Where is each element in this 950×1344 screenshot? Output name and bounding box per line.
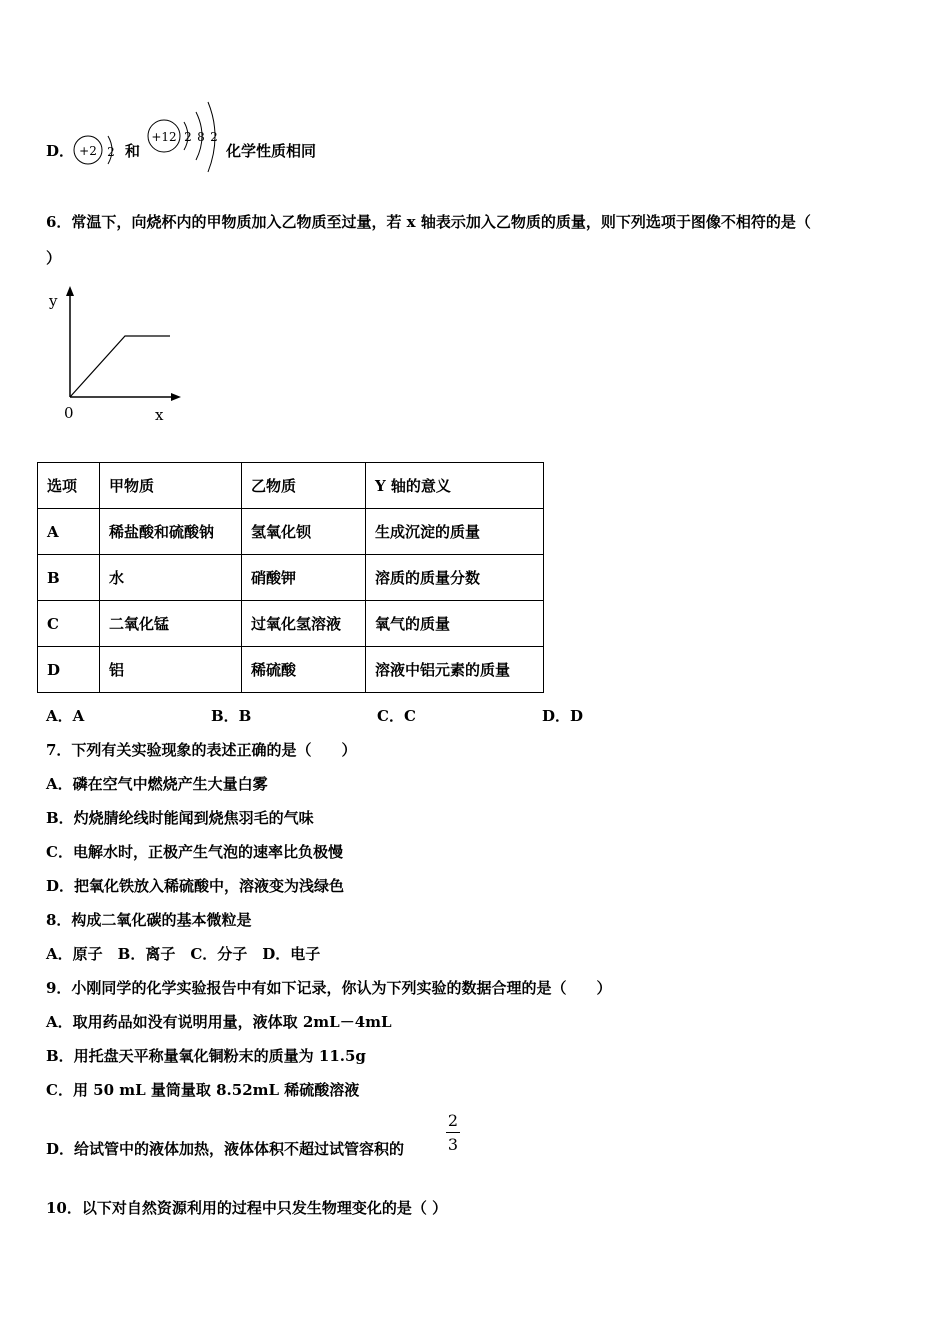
q6-option-c: C．C	[377, 707, 416, 725]
table-cell: B	[38, 555, 100, 601]
fraction-denominator: 3	[447, 1135, 459, 1154]
q9-option-a: A．取用药品如没有说明用量，液体取 2mL－4mL	[46, 1013, 392, 1031]
table-cell: 溶质的质量分数	[366, 555, 544, 601]
table-row	[38, 601, 544, 647]
q7-option-b: B．灼烧腈纶线时能闻到烧焦羽毛的气味	[46, 809, 314, 827]
y-axis-arrow	[66, 286, 74, 296]
q6-option-d: D．D	[542, 707, 584, 725]
atom-diagram-2	[146, 98, 224, 178]
shell-electrons-3: 2	[210, 130, 218, 144]
q7-option-c: C．电解水时，正极产生气泡的速率比负极慢	[46, 843, 343, 861]
q6-stem-line2: ）	[46, 249, 62, 267]
table-cell: 铝	[100, 647, 242, 693]
atom-diagram-1	[70, 128, 126, 172]
q8-options: A．原子 B．离子 C．分子 D．电子	[46, 945, 321, 963]
q6-stem-line1: 6．常温下，向烧杯内的甲物质加入乙物质至过量，若 x 轴表示加入乙物质的质量，则下列选项于图像不相符的是（	[46, 213, 811, 231]
q10-stem: 10．以下对自然资源利用的过程中只发生物理变化的是（ ）	[46, 1199, 448, 1217]
shell-electrons-2: 8	[197, 130, 205, 144]
table-row	[38, 555, 544, 601]
table-cell: 氢氧化钡	[242, 509, 366, 555]
q6-option-a: A．A	[46, 707, 85, 725]
table-cell: 生成沉淀的质量	[366, 509, 544, 555]
table-row	[38, 647, 544, 693]
table-cell: 稀盐酸和硫酸钠	[100, 509, 242, 555]
fraction-bar	[446, 1132, 460, 1133]
shell-electrons-1: 2	[184, 130, 192, 144]
origin-label: 0	[64, 404, 74, 422]
nucleus-charge: +2	[79, 144, 97, 158]
q8-stem: 8．构成二氧化碳的基本微粒是	[46, 911, 252, 929]
x-axis-label: x	[155, 406, 164, 424]
x-axis-arrow	[171, 393, 181, 401]
table-cell: 过氧化氢溶液	[242, 601, 366, 647]
table-header-row	[38, 463, 544, 509]
table-cell: 二氧化锰	[100, 601, 242, 647]
q7-option-d: D．把氧化铁放入稀硫酸中，溶液变为浅绿色	[46, 877, 345, 895]
q6-graph	[40, 280, 190, 430]
table-cell: 溶液中铝元素的质量	[366, 647, 544, 693]
q5-option-d-label: D．	[46, 142, 75, 160]
q9-option-b: B．用托盘天平称量氧化铜粉末的质量为 11.5g	[46, 1047, 366, 1065]
shell-electrons-1: 2	[107, 145, 115, 159]
table-cell: A	[38, 509, 100, 555]
q6-table	[37, 462, 544, 693]
table-cell: 氧气的质量	[366, 601, 544, 647]
table-header-cell: 乙物质	[242, 463, 366, 509]
fraction-two-thirds	[446, 1111, 460, 1154]
fraction-numerator: 2	[447, 1111, 459, 1130]
table-header-cell: Y 轴的意义	[366, 463, 544, 509]
table-cell: D	[38, 647, 100, 693]
y-axis-label: y	[49, 292, 58, 310]
table-row	[38, 509, 544, 555]
table-cell: 水	[100, 555, 242, 601]
q6-option-b: B．B	[211, 707, 252, 725]
table-cell: 稀硫酸	[242, 647, 366, 693]
q7-option-a: A．磷在空气中燃烧产生大量白雾	[46, 775, 268, 793]
table-cell: 硝酸钾	[242, 555, 366, 601]
graph-curve	[70, 336, 170, 397]
table-cell: C	[38, 601, 100, 647]
q9-option-d: D．给试管中的液体加热，液体体积不超过试管容积的	[46, 1140, 405, 1158]
table-header-cell: 甲物质	[100, 463, 242, 509]
q5-conclusion: 化学性质相同	[226, 142, 317, 160]
nucleus-charge: +12	[151, 130, 177, 144]
q5-connector: 和	[125, 142, 141, 160]
q7-stem: 7．下列有关实验现象的表述正确的是（ ）	[46, 741, 357, 759]
q9-option-c: C．用 50 mL 量筒量取 8.52mL 稀硫酸溶液	[46, 1081, 360, 1099]
table-header-cell: 选项	[38, 463, 100, 509]
q9-stem: 9．小刚同学的化学实验报告中有如下记录，你认为下列实验的数据合理的是（ ）	[46, 979, 612, 997]
